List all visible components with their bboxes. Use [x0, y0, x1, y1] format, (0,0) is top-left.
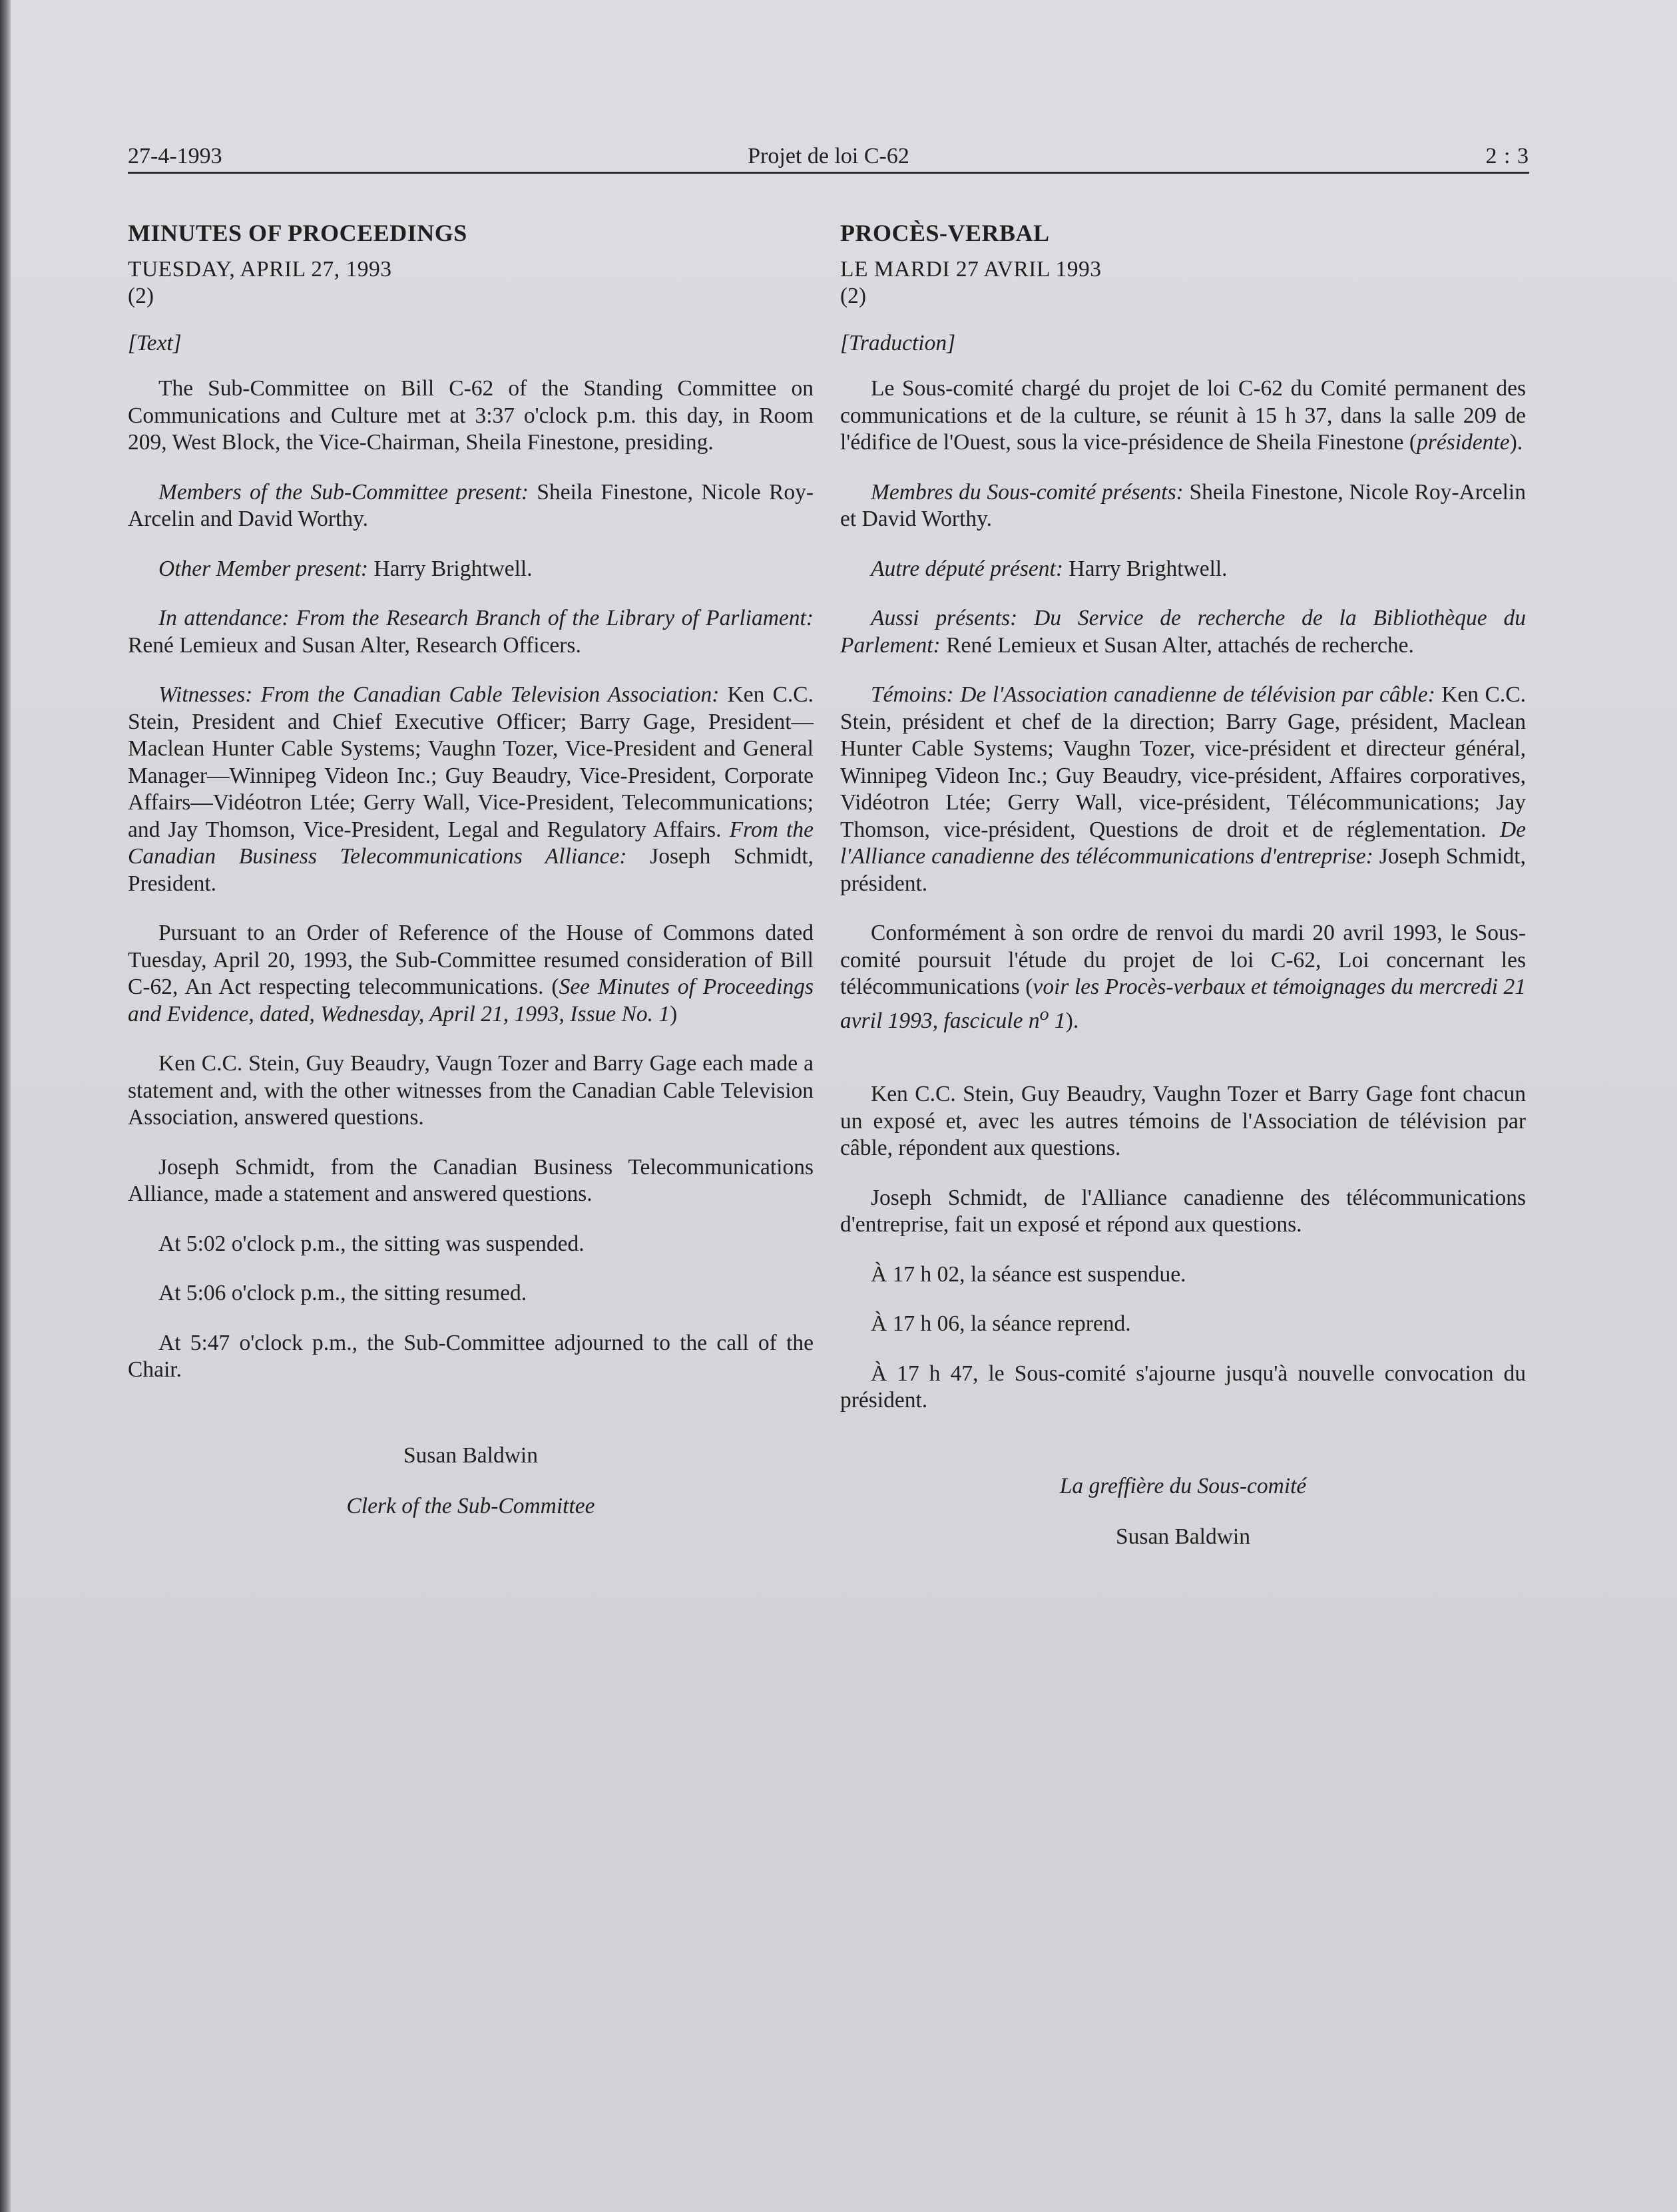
french-witnesses-2: Joseph Schmidt, président.	[840, 844, 1526, 896]
english-pursuant-end: )	[670, 1001, 678, 1026]
english-members: Sheila Finestone, Nicole Roy-Arcelin and David Worthy.	[128, 479, 814, 531]
french-number: (2)	[840, 284, 867, 308]
english-resumed-paragraph: At 5:06 o'clock p.m., the sitting resumed.	[158, 1281, 527, 1305]
french-signature-role: La greffière du Sous-comité	[1059, 1473, 1307, 1498]
english-opening-paragraph: The Sub-Committee on Bill C-62 of the Standing Committee on Communications and Culture met at 3:37 o'clock p.m. this day, in Room 209, West Block, the Vice-Chairman, Sheila Finestone, presiding.	[128, 376, 814, 455]
english-witnesses-2: Joseph Schmidt, President.	[128, 844, 814, 896]
french-opening-b: ).	[1509, 430, 1523, 455]
french-stein-paragraph: Ken C.C. Stein, Guy Beaudry, Vaughn Tozer et Barry Gage font chacun un exposé et, avec les autres témoins de l'Association de télévision par câble, répondent aux questions.	[840, 1082, 1526, 1161]
english-schmidt-paragraph: Joseph Schmidt, from the Canadian Business Telecommunications Alliance, made a statement and answered questions.	[128, 1154, 814, 1206]
english-column	[128, 220, 814, 1520]
french-adjourned-paragraph: À 17 h 47, le Sous-comité s'ajourne jusqu'à nouvelle convocation du président.	[840, 1361, 1526, 1413]
english-attendance: René Lemieux and Susan Alter, Research Officers.	[128, 632, 581, 658]
french-resumed-paragraph: À 17 h 06, la séance reprend.	[871, 1311, 1131, 1337]
english-label: [Text]	[128, 330, 182, 355]
french-members-label: Membres du Sous-comité présents:	[871, 479, 1184, 505]
french-witnesses-label: Témoins: De l'Association canadienne de télévision par câble:	[871, 682, 1435, 707]
french-label: [Traduction]	[840, 330, 956, 355]
english-members-label: Members of the Sub-Committee present:	[158, 479, 529, 505]
french-witnesses-label-2: De l'Alliance canadienne des télécommunications d'entreprise:	[840, 817, 1526, 869]
french-other-paragraph	[840, 556, 1526, 583]
english-members-paragraph	[128, 479, 814, 533]
french-opening-a: Le Sous-comité chargé du projet de loi C-62 du Comité permanent des communications et de la culture, se réunit à 15 h 37, dans la salle 209 de l'édifice de l'Ouest, sous la vice-présidence de Sheila Finestone (	[840, 376, 1526, 455]
french-attendance: René Lemieux et Susan Alter, attachés de recherche.	[940, 632, 1414, 658]
english-attendance-label: In attendance: From the Research Branch of the Library of Parliament:	[158, 606, 814, 630]
french-signature	[840, 1473, 1526, 1551]
header-page-number: 2 : 3	[1485, 144, 1529, 168]
english-pursuant: Pursuant to an Order of Reference of the House of Commons dated Tuesday, April 20, 1993, the Sub-Committee resumed consideration of Bill C-62, An Act respecting telecommunications. (	[128, 921, 814, 999]
french-witnesses-paragraph	[840, 682, 1526, 897]
french-members: Sheila Finestone, Nicole Roy-Arcelin et David Worthy.	[840, 479, 1526, 531]
english-other-paragraph	[128, 556, 814, 583]
page-edge	[0, 0, 11, 2212]
header-date: 27-4-1993	[128, 144, 222, 168]
french-signature-name: Susan Baldwin	[1116, 1524, 1250, 1550]
french-date: LE MARDI 27 AVRIL 1993	[840, 256, 1102, 282]
english-date: TUESDAY, APRIL 27, 1993	[128, 256, 392, 282]
running-header	[128, 141, 1529, 174]
french-schmidt-paragraph: Joseph Schmidt, de l'Alliance canadienne des télécommunications d'entreprise, fait un exposé et répond aux questions.	[840, 1185, 1526, 1237]
french-pursuant-ref-2: 1	[1049, 1008, 1066, 1033]
french-pursuant-ref: voir les Procès-verbaux et témoignages du mercredi 21 avril 1993, fascicule n	[840, 975, 1526, 1033]
english-pursuant-ref: See Minutes of Proceedings and Evidence, dated, Wednesday, April 21, 1993, Issue No. 1	[128, 975, 814, 1026]
english-pursuant-paragraph	[128, 920, 814, 1028]
french-heading: PROCÈS-VERBAL	[840, 220, 1050, 246]
english-stein-paragraph: Ken C.C. Stein, Guy Beaudry, Vaugn Tozer and Barry Gage each made a statement and, with the other witnesses from the Canadian Cable Television Association, answered questions.	[128, 1051, 814, 1130]
french-witnesses: Ken C.C. Stein, président et chef de la direction; Barry Gage, président, Maclean Hunter Cable Systems; Vaughn Tozer, vice-président et directeur général, Winnipeg Videon Inc.; Guy Beaudry, vice-président, Affaires corporatives, Vidéotron Ltée; Gerry Wall, vice-président, Télécommunications; Jay Thomson, vice-président, Questions de droit et de réglementation.	[840, 682, 1526, 842]
english-suspended-paragraph: At 5:02 o'clock p.m., the sitting was suspended.	[158, 1231, 585, 1256]
english-heading: MINUTES OF PROCEEDINGS	[128, 220, 467, 246]
english-signature-name: Susan Baldwin	[403, 1442, 538, 1468]
french-pursuant-paragraph	[840, 920, 1526, 1034]
english-witnesses-label-2: From the Canadian Business Telecommunications Alliance:	[128, 817, 814, 869]
french-other-label: Autre député présent:	[871, 556, 1064, 581]
french-attendance-label: Aussi présents: Du Service de recherche de la Bibliothèque du Parlement:	[840, 606, 1526, 658]
english-attendance-paragraph	[128, 605, 814, 659]
french-suspended-paragraph: À 17 h 02, la séance est suspendue.	[871, 1261, 1186, 1287]
french-other: Harry Brightwell.	[1063, 556, 1228, 581]
french-opening-paragraph	[840, 375, 1526, 457]
french-pursuant-end: ).	[1065, 1008, 1079, 1033]
french-attendance-paragraph	[840, 605, 1526, 659]
english-other-label: Other Member present:	[158, 556, 369, 581]
header-title: Projet de loi C-62	[748, 144, 909, 168]
english-witnesses-label: Witnesses: From the Canadian Cable Television Association:	[158, 682, 720, 707]
english-adjourned-paragraph: At 5:47 o'clock p.m., the Sub-Committee adjourned to the call of the Chair.	[128, 1330, 814, 1382]
english-other: Harry Brightwell.	[368, 556, 533, 581]
english-number: (2)	[128, 284, 154, 308]
french-pursuant-sup: o	[1039, 1003, 1049, 1024]
english-witnesses-paragraph	[128, 682, 814, 897]
french-opening-italic: présidente	[1417, 430, 1510, 455]
english-signature-role: Clerk of the Sub-Committee	[346, 1494, 595, 1518]
french-members-paragraph	[840, 479, 1526, 533]
english-witnesses: Ken C.C. Stein, President and Chief Executive Officer; Barry Gage, President—Maclean Hunter Cable Systems; Vaughn Tozer, Vice-President and General Manager—Winnipeg Videon Inc.; Guy Beaudry, Vice-President, Corporate Affairs—Vidéotron Ltée; Gerry Wall, Vice-President, Telecommunications; and Jay Thomson, Vice-President, Legal and Regulatory Affairs.	[128, 682, 814, 842]
french-pursuant: Conformément à son ordre de renvoi du mardi 20 avril 1993, le Sous-comité poursuit l'étude du projet de loi C-62, Loi concernant les télécommunications (	[840, 921, 1526, 999]
french-column	[840, 220, 1526, 1551]
english-signature	[128, 1442, 814, 1520]
